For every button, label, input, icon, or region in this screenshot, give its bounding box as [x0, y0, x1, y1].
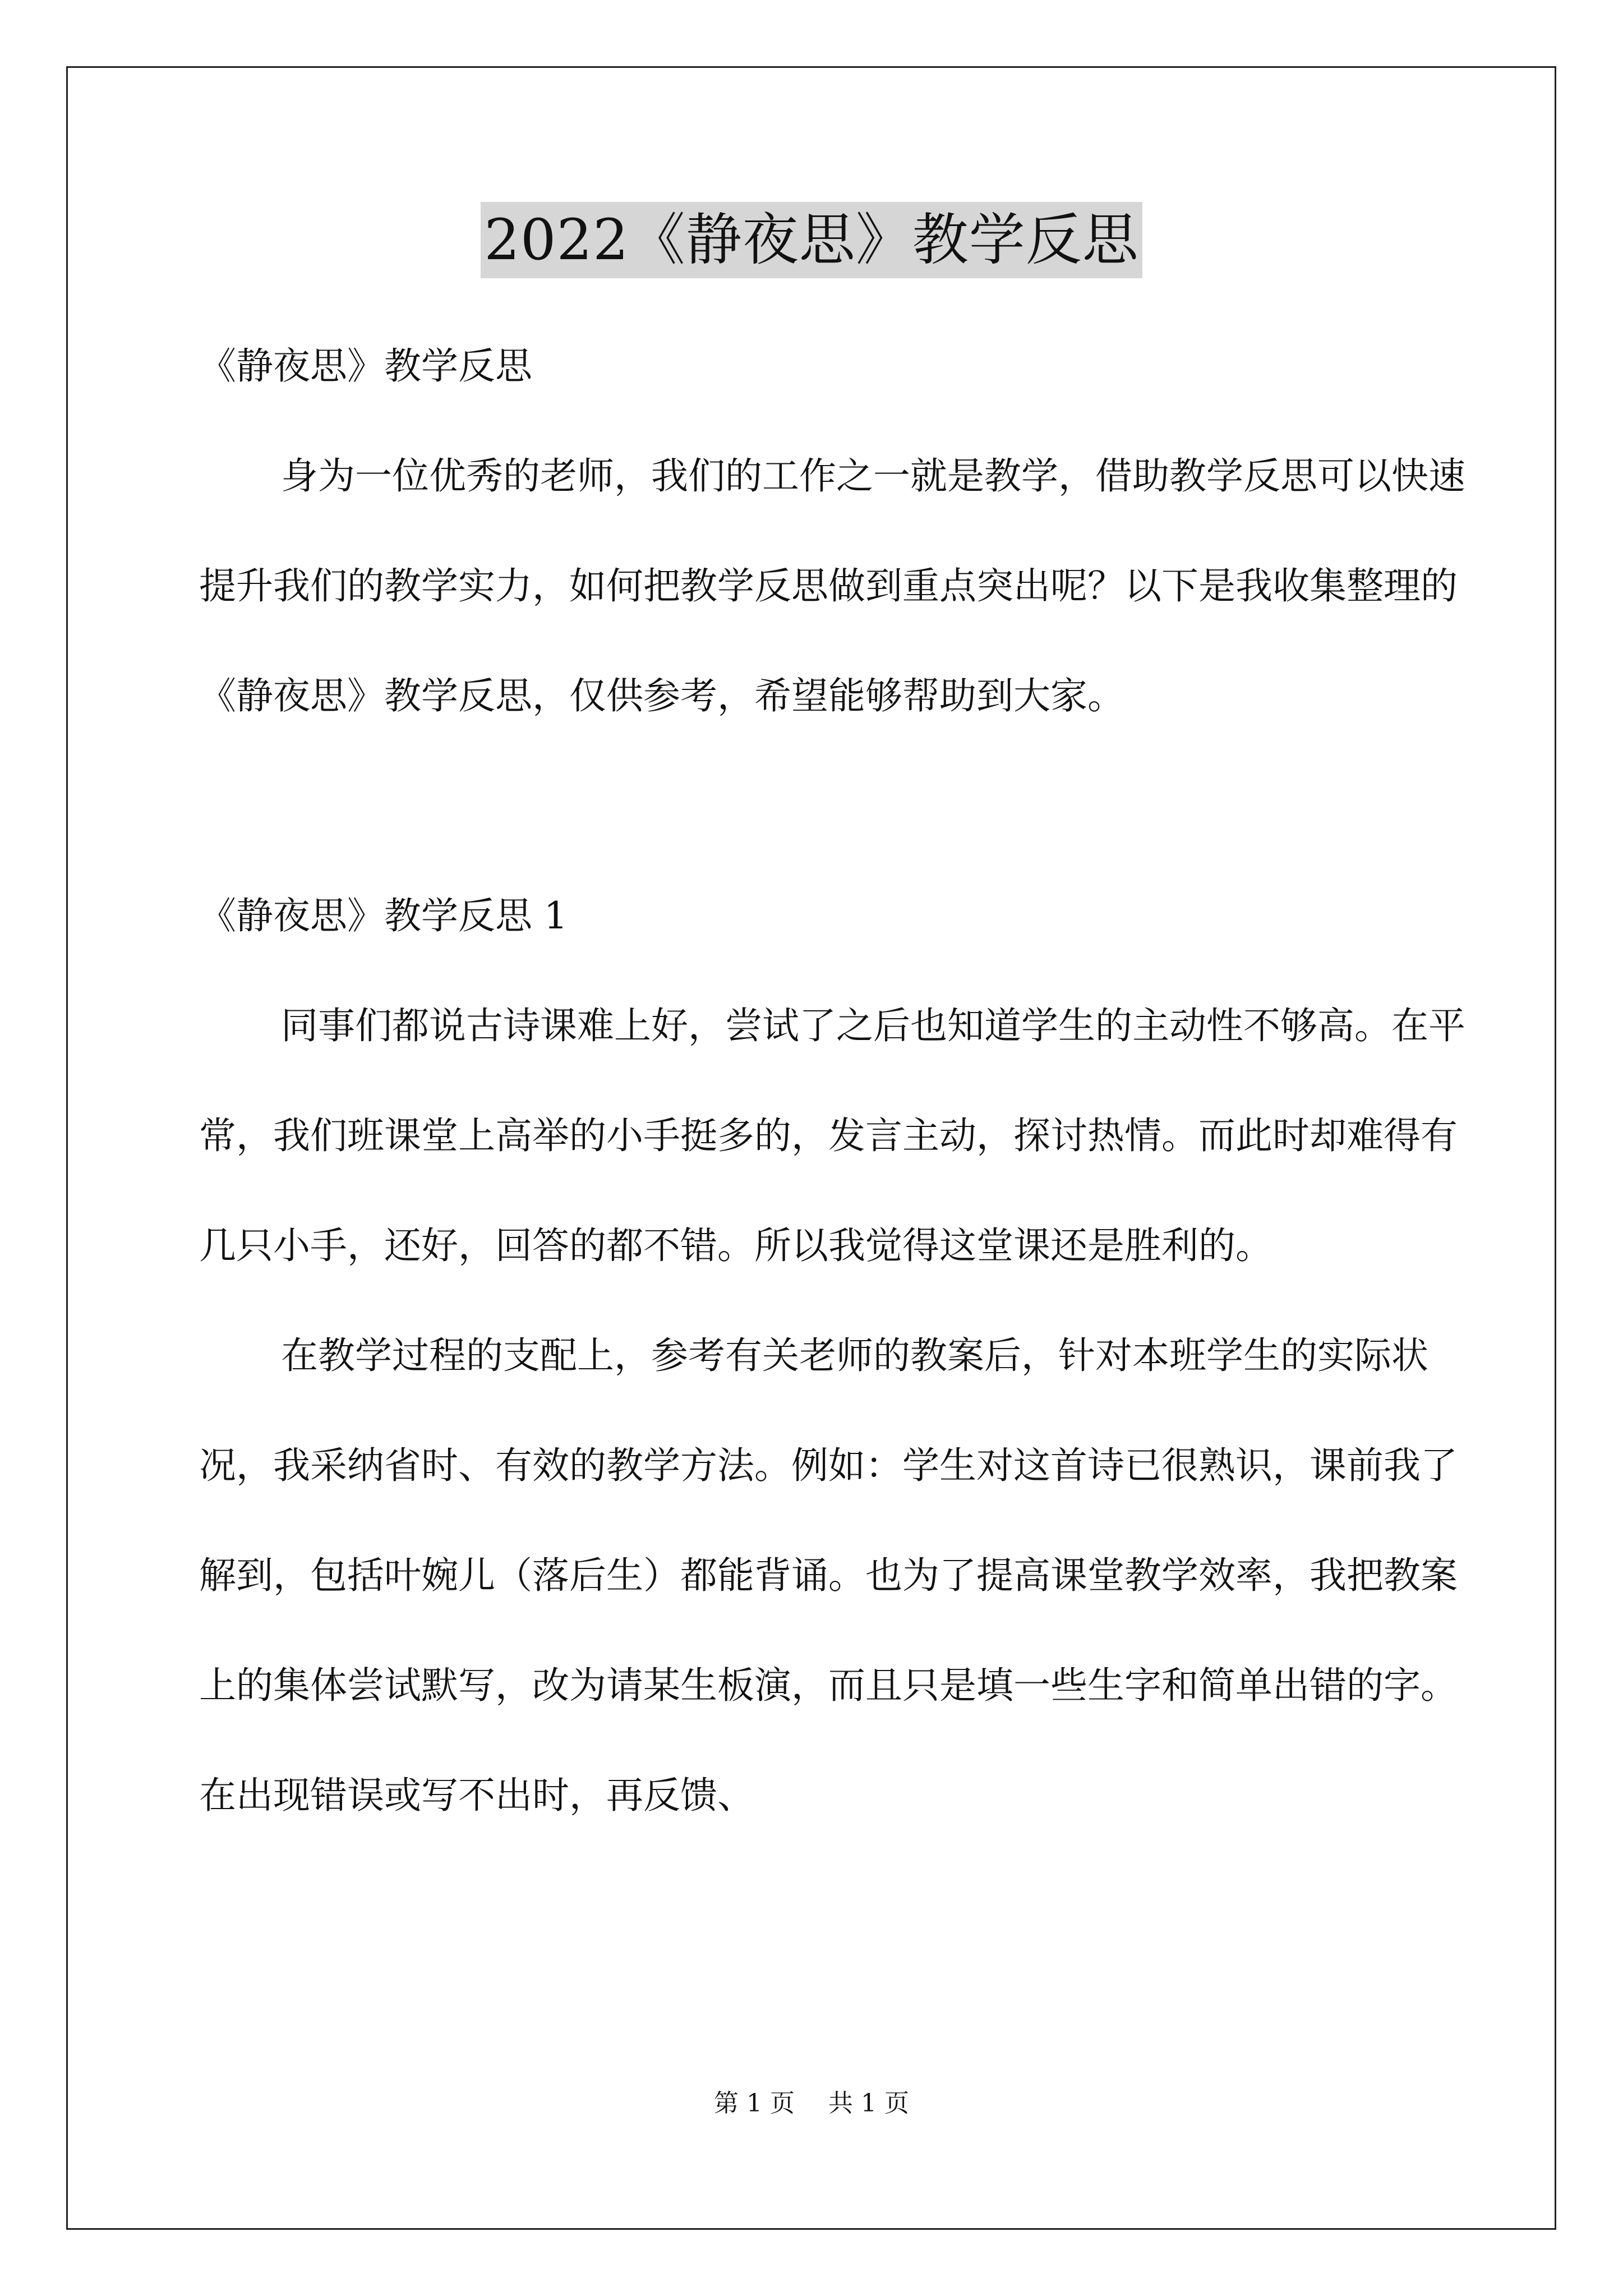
page-number: 第 1 页	[714, 2089, 795, 2118]
body-paragraph: 同事们都说古诗课难上好，尝试了之后也知道学生的主动性不够高。在平常，我们班课堂上高举的小手挺多的，发言主动，探讨热情。而此时却难得有几只小手，还好，回答的都不错。所以我觉得这堂课还是胜利的。	[199, 1004, 1465, 1267]
title-wrap	[0, 202, 1623, 278]
section-gap	[199, 751, 1472, 861]
page-total: 共 1 页	[828, 2089, 909, 2118]
intro-paragraph: 身为一位优秀的老师，我们的工作之一就是教学，借助教学反思可以快速提升我们的教学实力，如何把教学反思做到重点突出呢？以下是我收集整理的《静夜思》教学反思，仅供参考，希望能够帮助到大家。	[199, 454, 1465, 717]
subheading: 《静夜思》教学反思	[199, 344, 532, 388]
document-title: 2022《静夜思》教学反思	[481, 202, 1142, 278]
body-paragraph: 在教学过程的支配上，参考有关老师的教案后，针对本班学生的实际状况，我采纳省时、有效的教学方法。例如：学生对这首诗已很熟识，课前我了解到，包括叶婉儿（落后生）都能背诵。也为了提高课堂教学效率，我把教案上的集体尝试默写，改为请某生板演，而且只是填一些生字和简单出错的字。在出现错误或写不出时，再反馈、	[199, 1334, 1458, 1817]
page-footer	[0, 2087, 1623, 2120]
document-body	[199, 311, 1472, 1851]
section-heading: 《静夜思》教学反思 1	[199, 894, 568, 937]
